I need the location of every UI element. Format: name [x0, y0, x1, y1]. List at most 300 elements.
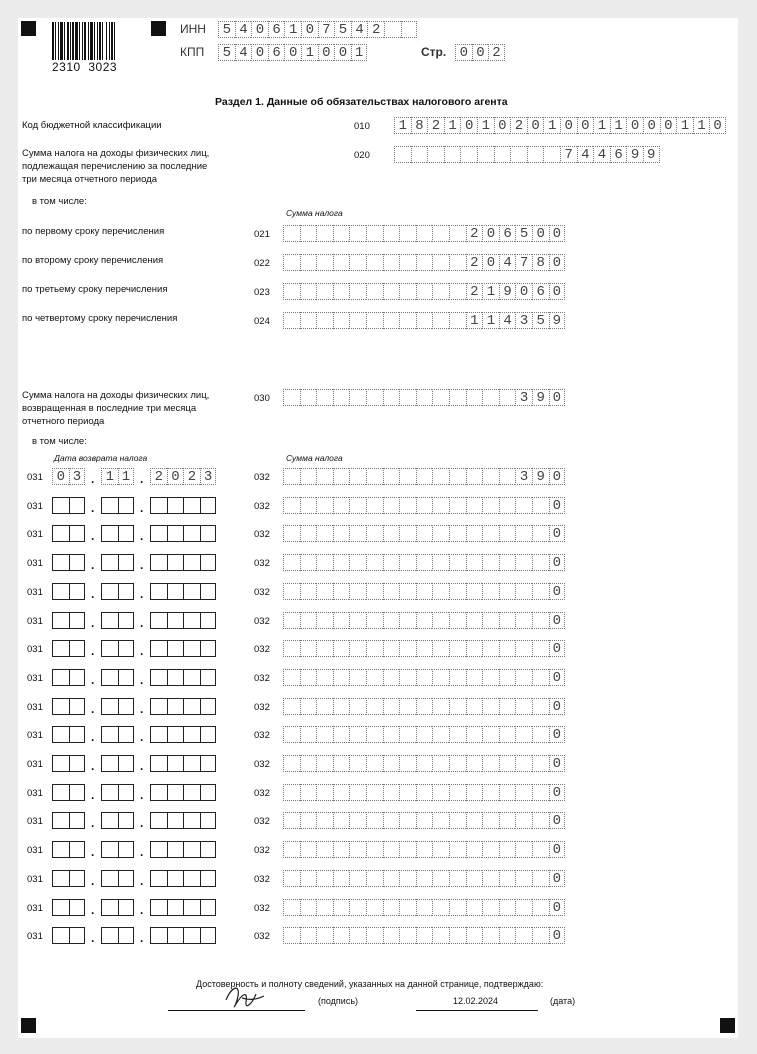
kbk-cell[interactable]: 0: [626, 117, 643, 134]
refund-sum-cell[interactable]: [366, 669, 383, 686]
refund-day-cell[interactable]: [52, 784, 69, 801]
refund-year-cell[interactable]: [167, 841, 184, 858]
tax-total-field-cell[interactable]: [510, 146, 527, 163]
tax-total-field-cell[interactable]: 9: [626, 146, 643, 163]
refund-year-cell[interactable]: [150, 698, 167, 715]
payment-3-field-cell[interactable]: [300, 283, 317, 300]
refund-sum-cell[interactable]: [399, 784, 416, 801]
refund-year-cell[interactable]: [150, 899, 167, 916]
kbk-cell[interactable]: 2: [427, 117, 444, 134]
refund-day-cell[interactable]: 0: [52, 468, 69, 485]
page-cell[interactable]: 0: [455, 44, 472, 61]
refund-sum-field[interactable]: [283, 640, 565, 658]
refund-month-cell[interactable]: [101, 870, 118, 887]
payment-4-field-cell[interactable]: 1: [482, 312, 499, 329]
inn-cell[interactable]: 2: [367, 21, 384, 38]
refund-sum-cell[interactable]: [416, 784, 433, 801]
refund-sum-cell[interactable]: [333, 698, 350, 715]
refund-sum-cell[interactable]: [432, 899, 449, 916]
inn-cell[interactable]: 4: [351, 21, 368, 38]
refund-month-cell[interactable]: [118, 784, 135, 801]
refund-month-cell[interactable]: [101, 698, 118, 715]
refund-day-cell[interactable]: [69, 870, 86, 887]
refund-day-cell[interactable]: [52, 726, 69, 743]
refund-sum-cell[interactable]: [532, 899, 549, 916]
payment-3-field-cell[interactable]: [449, 283, 466, 300]
refund-year-field[interactable]: [150, 640, 216, 658]
refund-year-field[interactable]: [150, 698, 216, 716]
refund-day-cell[interactable]: [69, 812, 86, 829]
refund-sum-cell[interactable]: [449, 784, 466, 801]
tax-total-field-cell[interactable]: [543, 146, 560, 163]
refund-sum-cell[interactable]: [416, 554, 433, 571]
refund-day-field[interactable]: [52, 726, 85, 744]
refund-sum-cell[interactable]: [283, 899, 300, 916]
page-number-field[interactable]: [455, 44, 505, 62]
refund-sum-cell[interactable]: [283, 640, 300, 657]
refund-year-cell[interactable]: [150, 812, 167, 829]
refund-year-cell[interactable]: [183, 583, 200, 600]
refund-sum-cell[interactable]: [499, 899, 516, 916]
refund-sum-cell[interactable]: [316, 870, 333, 887]
refund-sum-cell[interactable]: 0: [549, 497, 566, 514]
refund-sum-cell[interactable]: [499, 583, 516, 600]
refund-sum-field[interactable]: [283, 812, 565, 830]
refund-month-cell[interactable]: [101, 497, 118, 514]
payment-1-field-cell[interactable]: [283, 225, 300, 242]
refund-day-field[interactable]: [52, 612, 85, 630]
payment-4-field-cell[interactable]: 9: [549, 312, 566, 329]
refund-sum-cell[interactable]: [432, 812, 449, 829]
refund-sum-cell[interactable]: [482, 640, 499, 657]
refund-sum-cell[interactable]: [449, 726, 466, 743]
refund-sum-cell[interactable]: [482, 525, 499, 542]
payment-4-field-cell[interactable]: [432, 312, 449, 329]
refund-sum-cell[interactable]: [300, 497, 317, 514]
refund-month-field[interactable]: [101, 899, 134, 917]
refund-sum-cell[interactable]: [333, 525, 350, 542]
refund-year-cell[interactable]: [183, 640, 200, 657]
refund-sum-cell[interactable]: [432, 583, 449, 600]
refund-year-cell[interactable]: [200, 784, 217, 801]
inn-cell[interactable]: 0: [251, 21, 268, 38]
refund-sum-cell[interactable]: [482, 784, 499, 801]
refund-year-cell[interactable]: [150, 669, 167, 686]
refund-sum-cell[interactable]: [532, 669, 549, 686]
kpp-cell[interactable]: 1: [301, 44, 318, 61]
tax-total-field-cell[interactable]: 9: [643, 146, 660, 163]
refund-sum-cell[interactable]: [349, 612, 366, 629]
kbk-cell[interactable]: 1: [693, 117, 710, 134]
refund-sum-cell[interactable]: [316, 755, 333, 772]
kpp-cell[interactable]: 1: [351, 44, 368, 61]
refund-month-field[interactable]: [101, 583, 134, 601]
refund-year-cell[interactable]: [200, 841, 217, 858]
payment-2-field-cell[interactable]: [399, 254, 416, 271]
inn-cell[interactable]: 5: [334, 21, 351, 38]
refund-year-field[interactable]: [150, 497, 216, 515]
kbk-cell[interactable]: 1: [676, 117, 693, 134]
payment-2-field-cell[interactable]: [416, 254, 433, 271]
refund-sum-cell[interactable]: [316, 612, 333, 629]
refund-month-cell[interactable]: [101, 841, 118, 858]
refund-sum-cell[interactable]: [532, 812, 549, 829]
kbk-cell[interactable]: 1: [444, 117, 461, 134]
payment-2-field-cell[interactable]: [333, 254, 350, 271]
refund-year-cell[interactable]: 2: [183, 468, 200, 485]
payment-4-field-cell[interactable]: 5: [532, 312, 549, 329]
payment-2-field-cell[interactable]: 2: [466, 254, 483, 271]
refund-year-cell[interactable]: [183, 927, 200, 944]
refund-year-cell[interactable]: [167, 497, 184, 514]
refund-sum-cell[interactable]: [432, 525, 449, 542]
refund-sum-cell[interactable]: [515, 870, 532, 887]
refund-sum-cell[interactable]: [316, 525, 333, 542]
refund-year-cell[interactable]: [167, 812, 184, 829]
refund-sum-cell[interactable]: [366, 784, 383, 801]
refund-sum-cell[interactable]: [532, 497, 549, 514]
payment-3-field-cell[interactable]: 0: [549, 283, 566, 300]
payment-3-field-cell[interactable]: [316, 283, 333, 300]
refund-year-cell[interactable]: [200, 497, 217, 514]
refund-day-field[interactable]: [52, 755, 85, 773]
refund-sum-field[interactable]: [283, 870, 565, 888]
refund-sum-cell[interactable]: [333, 841, 350, 858]
refund-sum-cell[interactable]: [449, 640, 466, 657]
kbk-cell[interactable]: 0: [527, 117, 544, 134]
refund-day-field[interactable]: [52, 554, 85, 572]
refund-year-cell[interactable]: [183, 841, 200, 858]
inn-cell[interactable]: [384, 21, 401, 38]
tax-total-field-cell[interactable]: 7: [560, 146, 577, 163]
refund-sum-cell[interactable]: [466, 669, 483, 686]
refund-sum-cell[interactable]: [366, 726, 383, 743]
refund-sum-cell[interactable]: [283, 497, 300, 514]
refund-sum-cell[interactable]: 0: [549, 640, 566, 657]
refund-sum-cell[interactable]: [532, 755, 549, 772]
kbk-cell[interactable]: 8: [411, 117, 428, 134]
refund-total-field-cell[interactable]: [283, 389, 300, 406]
refund-year-cell[interactable]: [183, 554, 200, 571]
refund-year-cell[interactable]: [183, 698, 200, 715]
refund-year-cell[interactable]: [183, 784, 200, 801]
refund-sum-cell[interactable]: [383, 468, 400, 485]
refund-month-field[interactable]: [101, 497, 134, 515]
refund-day-field[interactable]: [52, 899, 85, 917]
payment-3-field-cell[interactable]: [349, 283, 366, 300]
refund-sum-cell[interactable]: [532, 525, 549, 542]
refund-total-field-cell[interactable]: [333, 389, 350, 406]
refund-month-field[interactable]: [101, 554, 134, 572]
refund-sum-cell[interactable]: [283, 784, 300, 801]
refund-total-field-cell[interactable]: [432, 389, 449, 406]
refund-sum-cell[interactable]: [449, 468, 466, 485]
payment-2-field-cell[interactable]: [316, 254, 333, 271]
refund-sum-cell[interactable]: [366, 497, 383, 514]
refund-year-cell[interactable]: [200, 583, 217, 600]
refund-sum-cell[interactable]: [399, 640, 416, 657]
refund-sum-cell[interactable]: [333, 554, 350, 571]
refund-sum-cell[interactable]: [432, 669, 449, 686]
refund-day-field[interactable]: [52, 497, 85, 515]
refund-sum-field[interactable]: [283, 583, 565, 601]
payment-1-field-cell[interactable]: [399, 225, 416, 242]
refund-sum-cell[interactable]: [532, 698, 549, 715]
refund-month-cell[interactable]: [101, 927, 118, 944]
payment-1-field-cell[interactable]: 6: [499, 225, 516, 242]
payment-4-field-cell[interactable]: [366, 312, 383, 329]
refund-day-field[interactable]: [52, 698, 85, 716]
refund-day-cell[interactable]: [69, 669, 86, 686]
refund-sum-cell[interactable]: [449, 698, 466, 715]
refund-month-cell[interactable]: [118, 899, 135, 916]
refund-sum-cell[interactable]: [499, 927, 516, 944]
refund-sum-cell[interactable]: [366, 525, 383, 542]
refund-sum-cell[interactable]: [333, 726, 350, 743]
refund-month-cell[interactable]: [118, 497, 135, 514]
payment-1-field-cell[interactable]: [316, 225, 333, 242]
kpp-cell[interactable]: 0: [318, 44, 335, 61]
refund-sum-cell[interactable]: [399, 927, 416, 944]
refund-year-cell[interactable]: [200, 612, 217, 629]
refund-sum-cell[interactable]: [515, 899, 532, 916]
refund-sum-cell[interactable]: [399, 583, 416, 600]
payment-1-field-cell[interactable]: 5: [515, 225, 532, 242]
refund-sum-cell[interactable]: [383, 870, 400, 887]
refund-sum-cell[interactable]: [482, 669, 499, 686]
refund-sum-cell[interactable]: [449, 755, 466, 772]
refund-sum-cell[interactable]: [482, 812, 499, 829]
refund-year-cell[interactable]: [150, 927, 167, 944]
refund-sum-cell[interactable]: [316, 640, 333, 657]
refund-year-cell[interactable]: [183, 669, 200, 686]
refund-sum-cell[interactable]: [466, 468, 483, 485]
refund-sum-cell[interactable]: [499, 698, 516, 715]
refund-sum-cell[interactable]: [416, 612, 433, 629]
refund-sum-cell[interactable]: [383, 726, 400, 743]
refund-month-cell[interactable]: [118, 698, 135, 715]
payment-4-field-cell[interactable]: [416, 312, 433, 329]
refund-sum-cell[interactable]: [432, 698, 449, 715]
refund-month-cell[interactable]: [118, 554, 135, 571]
refund-sum-cell[interactable]: [532, 870, 549, 887]
refund-sum-cell[interactable]: [300, 525, 317, 542]
payment-1-field-cell[interactable]: 0: [532, 225, 549, 242]
refund-year-cell[interactable]: [167, 726, 184, 743]
refund-sum-cell[interactable]: [499, 554, 516, 571]
refund-sum-field[interactable]: [283, 497, 565, 515]
inn-field[interactable]: [218, 21, 417, 39]
refund-sum-cell[interactable]: [449, 812, 466, 829]
refund-year-cell[interactable]: [167, 525, 184, 542]
refund-total-field-cell[interactable]: [466, 389, 483, 406]
refund-sum-cell[interactable]: [416, 870, 433, 887]
refund-month-field[interactable]: [101, 640, 134, 658]
refund-month-cell[interactable]: [101, 640, 118, 657]
refund-sum-cell[interactable]: [449, 525, 466, 542]
refund-sum-cell[interactable]: [300, 669, 317, 686]
refund-sum-cell[interactable]: [283, 927, 300, 944]
refund-sum-cell[interactable]: [383, 755, 400, 772]
refund-sum-cell[interactable]: [283, 870, 300, 887]
inn-cell[interactable]: 5: [218, 21, 235, 38]
refund-year-cell[interactable]: [167, 784, 184, 801]
refund-sum-cell[interactable]: [466, 497, 483, 514]
kpp-cell[interactable]: 0: [334, 44, 351, 61]
refund-sum-cell[interactable]: [349, 784, 366, 801]
refund-sum-cell[interactable]: [466, 554, 483, 571]
refund-sum-field[interactable]: [283, 841, 565, 859]
refund-sum-cell[interactable]: [432, 554, 449, 571]
refund-day-cell[interactable]: [52, 870, 69, 887]
refund-sum-cell[interactable]: [316, 583, 333, 600]
refund-year-field[interactable]: [150, 755, 216, 773]
kpp-cell[interactable]: 0: [251, 44, 268, 61]
refund-sum-field[interactable]: [283, 899, 565, 917]
refund-day-cell[interactable]: [52, 812, 69, 829]
payment-4-field-cell[interactable]: [449, 312, 466, 329]
payment-2-field-cell[interactable]: [300, 254, 317, 271]
refund-sum-cell[interactable]: [449, 612, 466, 629]
refund-sum-cell[interactable]: [449, 554, 466, 571]
refund-sum-cell[interactable]: [399, 870, 416, 887]
refund-month-cell[interactable]: [101, 669, 118, 686]
refund-sum-cell[interactable]: [466, 927, 483, 944]
refund-year-cell[interactable]: [167, 583, 184, 600]
refund-year-cell[interactable]: [183, 899, 200, 916]
kbk-cell[interactable]: 0: [494, 117, 511, 134]
refund-sum-cell[interactable]: [449, 669, 466, 686]
payment-3-field-cell[interactable]: 6: [532, 283, 549, 300]
refund-sum-cell[interactable]: [333, 497, 350, 514]
refund-month-cell[interactable]: [101, 554, 118, 571]
refund-sum-cell[interactable]: [532, 583, 549, 600]
refund-sum-cell[interactable]: [300, 726, 317, 743]
refund-total-field-cell[interactable]: [449, 389, 466, 406]
payment-2-field-cell[interactable]: [283, 254, 300, 271]
refund-sum-cell[interactable]: [466, 841, 483, 858]
payment-2-field-cell[interactable]: 8: [532, 254, 549, 271]
payment-2-field[interactable]: [283, 254, 565, 272]
refund-sum-cell[interactable]: [416, 525, 433, 542]
refund-sum-cell[interactable]: [333, 870, 350, 887]
page-cell[interactable]: 2: [488, 44, 505, 61]
refund-sum-cell[interactable]: [300, 870, 317, 887]
refund-sum-cell[interactable]: [416, 698, 433, 715]
refund-sum-cell[interactable]: [316, 841, 333, 858]
refund-sum-cell[interactable]: [515, 927, 532, 944]
refund-sum-field[interactable]: [283, 726, 565, 744]
refund-day-field[interactable]: [52, 784, 85, 802]
refund-day-field[interactable]: [52, 870, 85, 888]
refund-month-cell[interactable]: [101, 812, 118, 829]
refund-sum-cell[interactable]: [349, 755, 366, 772]
payment-1-field-cell[interactable]: 0: [482, 225, 499, 242]
refund-sum-cell[interactable]: [383, 841, 400, 858]
refund-sum-cell[interactable]: [383, 669, 400, 686]
refund-sum-cell[interactable]: 0: [549, 525, 566, 542]
refund-sum-cell[interactable]: [283, 841, 300, 858]
refund-sum-field[interactable]: [283, 554, 565, 572]
refund-sum-cell[interactable]: [416, 497, 433, 514]
tax-total-field-cell[interactable]: [477, 146, 494, 163]
refund-year-cell[interactable]: [183, 612, 200, 629]
refund-sum-cell[interactable]: [482, 612, 499, 629]
refund-sum-cell[interactable]: [366, 640, 383, 657]
refund-sum-cell[interactable]: 0: [549, 583, 566, 600]
refund-sum-cell[interactable]: [383, 812, 400, 829]
refund-day-field[interactable]: [52, 669, 85, 687]
tax-total-field-cell[interactable]: [444, 146, 461, 163]
refund-month-cell[interactable]: [118, 927, 135, 944]
inn-cell[interactable]: 7: [318, 21, 335, 38]
refund-total-field-cell[interactable]: [416, 389, 433, 406]
refund-sum-cell[interactable]: [432, 927, 449, 944]
refund-year-cell[interactable]: [200, 927, 217, 944]
refund-month-field[interactable]: [101, 669, 134, 687]
payment-3-field[interactable]: [283, 283, 565, 301]
refund-sum-cell[interactable]: [366, 583, 383, 600]
refund-sum-cell[interactable]: [333, 812, 350, 829]
refund-sum-cell[interactable]: [466, 899, 483, 916]
payment-4-field-cell[interactable]: 1: [466, 312, 483, 329]
refund-sum-cell[interactable]: [283, 698, 300, 715]
refund-sum-cell[interactable]: [316, 497, 333, 514]
refund-day-cell[interactable]: [52, 755, 69, 772]
refund-sum-cell[interactable]: [333, 468, 350, 485]
signing-date[interactable]: 12.02.2024: [453, 996, 499, 1006]
refund-sum-cell[interactable]: [416, 755, 433, 772]
refund-sum-cell[interactable]: [383, 583, 400, 600]
refund-month-cell[interactable]: [118, 812, 135, 829]
refund-year-cell[interactable]: [200, 726, 217, 743]
refund-sum-cell[interactable]: [416, 640, 433, 657]
refund-day-cell[interactable]: [52, 612, 69, 629]
refund-year-cell[interactable]: [150, 612, 167, 629]
refund-sum-cell[interactable]: [349, 468, 366, 485]
kbk-cell[interactable]: 1: [610, 117, 627, 134]
inn-cell[interactable]: 0: [301, 21, 318, 38]
payment-4-field-cell[interactable]: [300, 312, 317, 329]
refund-sum-cell[interactable]: [283, 812, 300, 829]
refund-month-cell[interactable]: [118, 583, 135, 600]
refund-sum-cell[interactable]: [283, 669, 300, 686]
refund-month-cell[interactable]: [118, 870, 135, 887]
refund-sum-cell[interactable]: [532, 784, 549, 801]
refund-sum-cell[interactable]: [466, 726, 483, 743]
refund-sum-cell[interactable]: [349, 812, 366, 829]
refund-sum-cell[interactable]: [449, 497, 466, 514]
refund-sum-cell[interactable]: [432, 612, 449, 629]
refund-sum-cell[interactable]: [349, 870, 366, 887]
refund-sum-cell[interactable]: [300, 755, 317, 772]
refund-sum-cell[interactable]: [466, 870, 483, 887]
refund-month-field[interactable]: [101, 612, 134, 630]
refund-sum-cell[interactable]: [316, 784, 333, 801]
refund-day-cell[interactable]: [69, 497, 86, 514]
tax-total-field-cell[interactable]: 4: [593, 146, 610, 163]
refund-sum-cell[interactable]: 0: [549, 698, 566, 715]
refund-sum-cell[interactable]: [300, 927, 317, 944]
refund-sum-cell[interactable]: [432, 726, 449, 743]
refund-month-field[interactable]: [101, 726, 134, 744]
refund-sum-cell[interactable]: [333, 755, 350, 772]
refund-month-cell[interactable]: [101, 583, 118, 600]
refund-year-cell[interactable]: [167, 927, 184, 944]
payment-2-field-cell[interactable]: 0: [482, 254, 499, 271]
refund-sum-cell[interactable]: [366, 812, 383, 829]
refund-sum-cell[interactable]: [416, 468, 433, 485]
